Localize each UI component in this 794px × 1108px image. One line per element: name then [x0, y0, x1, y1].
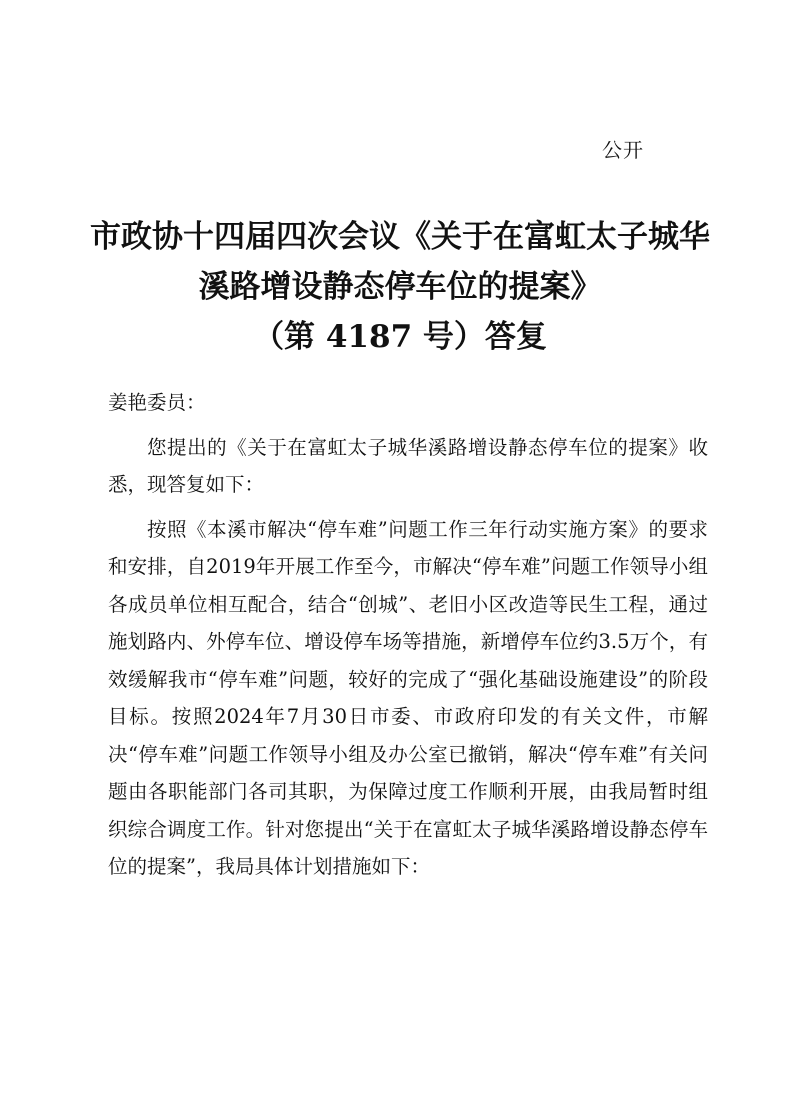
title-line-1: 市政协十四届四次会议《关于在富虹太子城华: [90, 219, 710, 255]
classification-label: 公开: [602, 138, 644, 162]
paragraph-response: 按照《本溪市解决“停车难”问题工作三年行动实施方案》的要求和安排，自2019年开展工作至今，市解决“停车难”问题工作领导小组各成员单位相互配合，结合“创城”、老旧小区改造等民生工程，通过施划路内、外停车位、增设停车场等措施，新增停车位约3.5万个，有效缓解我市“停车难”问题，较好的完成了“强化基础设施建设”的阶段目标。按照2024年7月30日市委、市政府印发的有关文件，市解决“停车难”问题工作领导小组及办公室已撤销，解决“停车难”有关问题由各职能部门各司其职，为保障过度工作顺利开展，由我局暂时组织综合调度工作。针对您提出“关于在富虹太子城华溪路增设静态停车位的提案”，我局具体计划措施如下：: [108, 517, 708, 878]
title-line-3: （第 4187 号）答复: [253, 319, 547, 355]
title-line-2: 溪路增设静态停车位的提案》: [198, 269, 602, 305]
salutation: 姜艳委员：: [108, 391, 206, 414]
document-body: [108, 384, 708, 893]
document-title: [80, 212, 720, 362]
paragraph-receipt: 您提出的《关于在富虹太子城华溪路增设静态停车位的提案》收悉，现答复如下：: [108, 435, 708, 496]
